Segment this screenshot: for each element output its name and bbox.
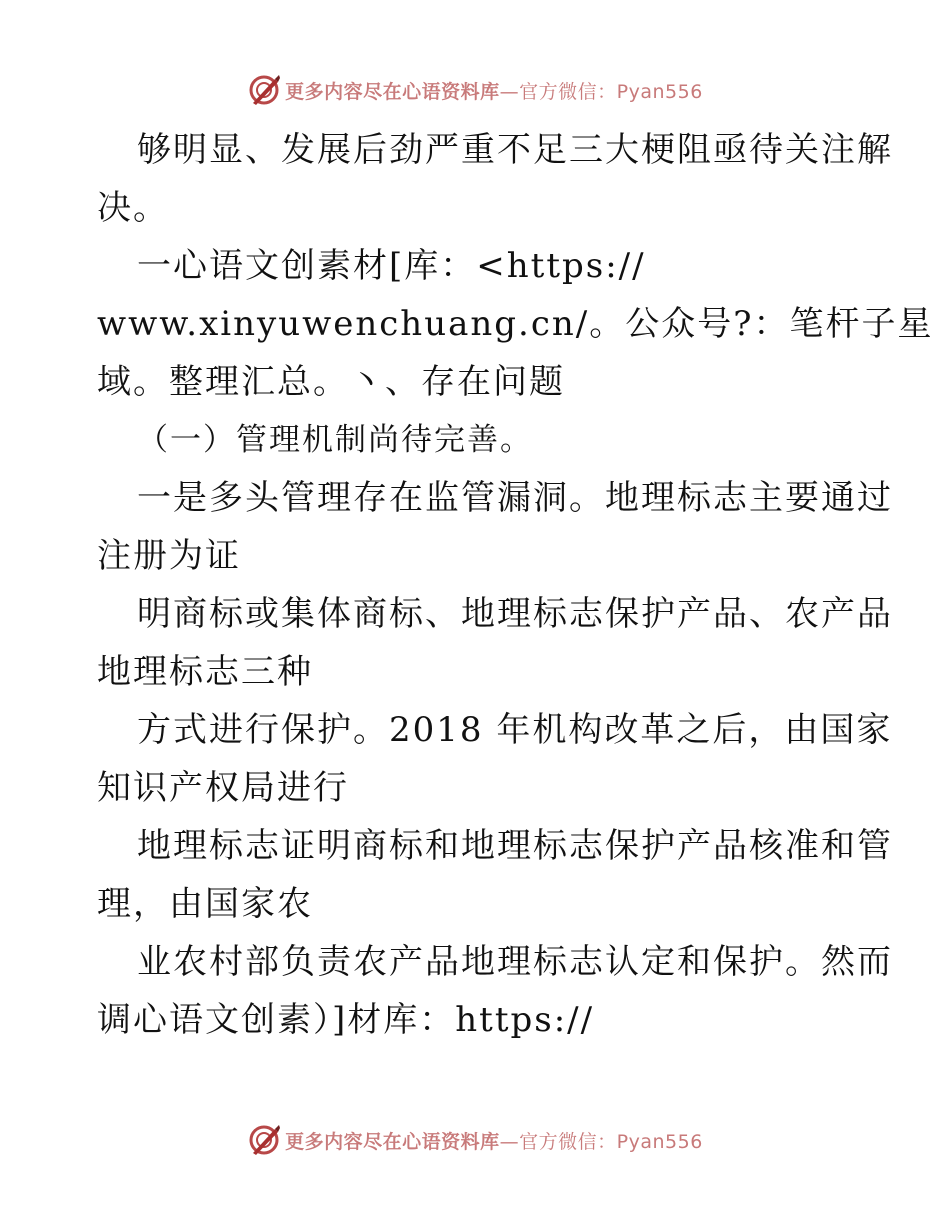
pen-logo-icon — [247, 1123, 281, 1157]
text-line: 地理标志三种 — [97, 652, 313, 692]
text-line: www.xinyuwenchuang.cn/。公众号?：笔杆子星 — [97, 304, 934, 344]
text-line: 决。 — [97, 188, 169, 228]
header-banner — [0, 70, 950, 110]
banner-title: 更多内容尽在心语资料库 — [285, 1130, 500, 1153]
banner-content — [247, 73, 703, 107]
banner-text — [285, 1127, 703, 1154]
text-line: 理，由国家农 — [97, 884, 313, 924]
banner-title: 更多内容尽在心语资料库 — [285, 80, 500, 103]
banner-text — [285, 77, 703, 104]
text-line: 一是多头管理存在监管漏洞。地理标志主要通过 — [137, 478, 893, 518]
text-line: 调心语文创素）]材库：https:// — [97, 1000, 595, 1040]
text-line: 方式进行保护。2018 年机构改革之后，由国家 — [137, 710, 893, 750]
banner-separator: — — [499, 80, 520, 103]
text-line: 业农村部负责农产品地理标志认定和保护。然而 — [137, 942, 893, 982]
text-line: 一心语文创素材[库：<https:// — [137, 246, 646, 286]
text-line: 域。整理汇总。丶、存在问题 — [97, 362, 565, 402]
footer-banner — [0, 1120, 950, 1160]
banner-content — [247, 1123, 703, 1157]
section-heading: （一）管理机制尚待完善。 — [137, 422, 533, 458]
text-line: 地理标志证明商标和地理标志保护产品核准和管 — [137, 826, 893, 866]
text-line: 够明显、发展后劲严重不足三大梗阻亟待关注解 — [137, 130, 893, 170]
text-line: 明商标或集体商标、地理标志保护产品、农产品 — [137, 594, 893, 634]
text-line: 知识产权局进行 — [97, 768, 349, 808]
text-line: 注册为证 — [97, 536, 241, 576]
banner-contact: 官方微信：Pyan556 — [519, 1130, 703, 1153]
pen-logo-icon — [247, 73, 281, 107]
banner-separator: — — [499, 1130, 520, 1153]
banner-contact: 官方微信：Pyan556 — [519, 80, 703, 103]
